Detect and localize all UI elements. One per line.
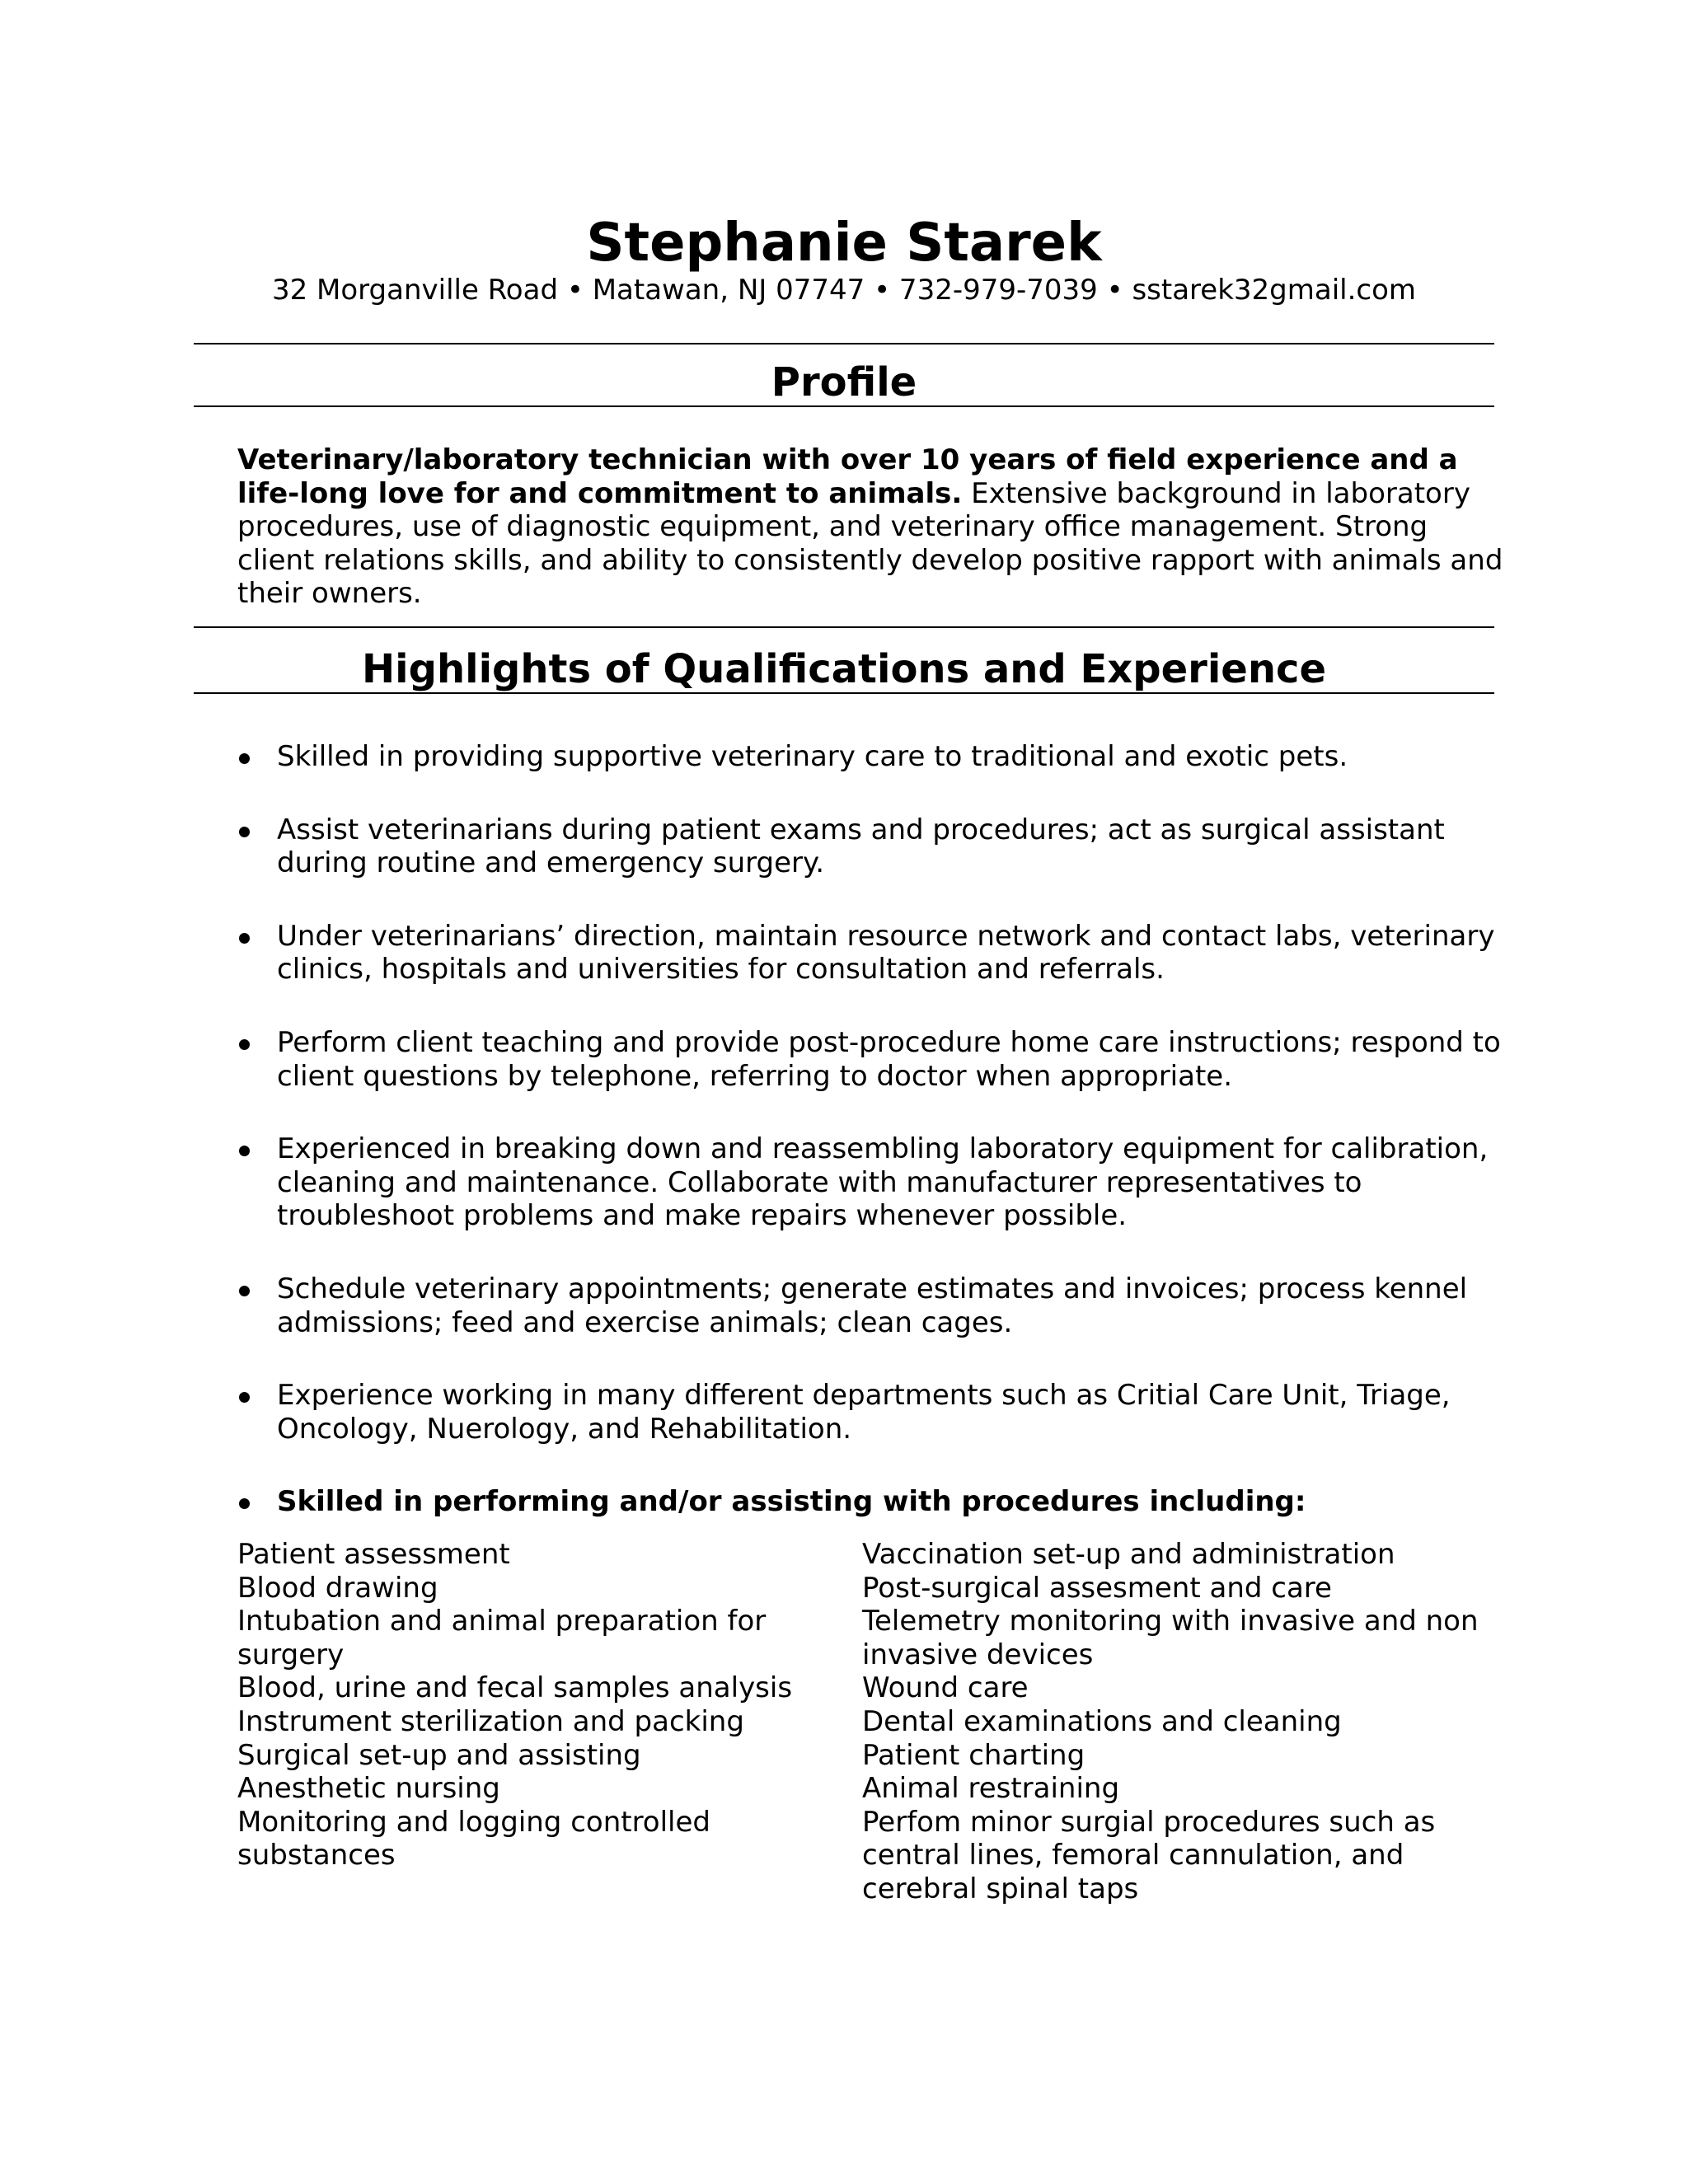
procedure-item: Animal restraining — [862, 1772, 1120, 1806]
list-item: Skilled in providing supportive veterinary care to traditional and exotic pets. — [237, 740, 1507, 774]
procedure-item: Patient charting — [862, 1738, 1085, 1772]
bullet-icon — [239, 933, 250, 944]
profile-summary — [237, 443, 1507, 611]
procedures-heading: Skilled in performing and/or assisting with procedures including: — [237, 1485, 1507, 1519]
divider — [194, 626, 1494, 628]
procedures-right-column — [862, 1538, 1505, 1906]
list-item: Perform client teaching and provide post-procedure home care instructions; respond to client questions by telephone, referring to doctor when appropriate. — [237, 1026, 1507, 1093]
procedure-item: Vaccination set-up and administration — [862, 1538, 1395, 1571]
list-item: Experience working in many different departments such as Critial Care Unit, Triage, Oncology, Nuerology, and Rehabilitation. — [237, 1379, 1507, 1446]
bullet-icon — [239, 1039, 250, 1050]
list-item: Under veterinarians’ direction, maintain resource network and contact labs, veterinary clinics, hospitals and universities for consultation and referrals. — [237, 920, 1507, 987]
procedure-item: Monitoring and logging controlled substances — [237, 1805, 710, 1872]
bullet-icon — [239, 827, 250, 837]
profile-text: Extensive background in laboratory procedures, use of diagnostic equipment, and veterinary office management. Strong client relations skills, and ability to consistently develop positive rapport with animals and their owners. — [237, 476, 1503, 611]
procedure-item: Wound care — [862, 1671, 1029, 1705]
procedure-item: Telemetry monitoring with invasive and non invasive devices — [862, 1605, 1479, 1671]
section-title-highlights: Highlights of Qualifications and Experience — [361, 646, 1327, 692]
profile-bold-text: Veterinary/laboratory technician with over 10 years of field experience and a life-long love for and commitment to animals. — [237, 443, 1458, 510]
list-item: Experienced in breaking down and reassembling laboratory equipment for calibration, cleaning and maintenance. Collaborate with manufacturer representatives to troubleshoot problems and make repairs whenever possible. — [237, 1132, 1507, 1233]
procedure-item: Dental examinations and cleaning — [862, 1704, 1342, 1738]
procedure-item: Surgical set-up and assisting — [237, 1738, 641, 1772]
bullet-icon — [239, 1146, 250, 1156]
candidate-name: Stephanie Starek — [586, 213, 1102, 274]
divider — [194, 405, 1494, 407]
procedure-item: Instrument sterilization and packing — [237, 1704, 744, 1738]
divider — [194, 343, 1494, 344]
procedures-left-column — [237, 1538, 814, 1872]
bullet-icon — [239, 753, 250, 764]
highlights-list — [237, 740, 1507, 1558]
procedure-item: Patient assessment — [237, 1538, 510, 1571]
list-item: Assist veterinarians during patient exams and procedures; act as surgical assistant during routine and emergency surgery. — [237, 813, 1507, 880]
procedure-item: Anesthetic nursing — [237, 1772, 500, 1806]
procedure-item: Post-surgical assesment and care — [862, 1571, 1332, 1605]
bullet-icon — [239, 1498, 250, 1509]
bullet-icon — [239, 1392, 250, 1403]
procedure-item: Perfom minor surgial procedures such as central lines, femoral cannulation, and cerebral spinal taps — [862, 1805, 1436, 1905]
procedure-item: Blood drawing — [237, 1571, 438, 1605]
bullet-icon — [239, 1286, 250, 1296]
contact-line: 32 Morganville Road • Matawan, NJ 07747 • 732-979-7039 • sstarek32gmail.com — [271, 274, 1417, 307]
divider — [194, 692, 1494, 694]
procedure-item: Intubation and animal preparation for surgery — [237, 1605, 767, 1671]
procedure-item: Blood, urine and fecal samples analysis — [237, 1671, 793, 1705]
section-title-profile: Profile — [771, 359, 917, 405]
list-item: Schedule veterinary appointments; generate estimates and invoices; process kennel admissions; feed and exercise animals; clean cages. — [237, 1272, 1507, 1339]
